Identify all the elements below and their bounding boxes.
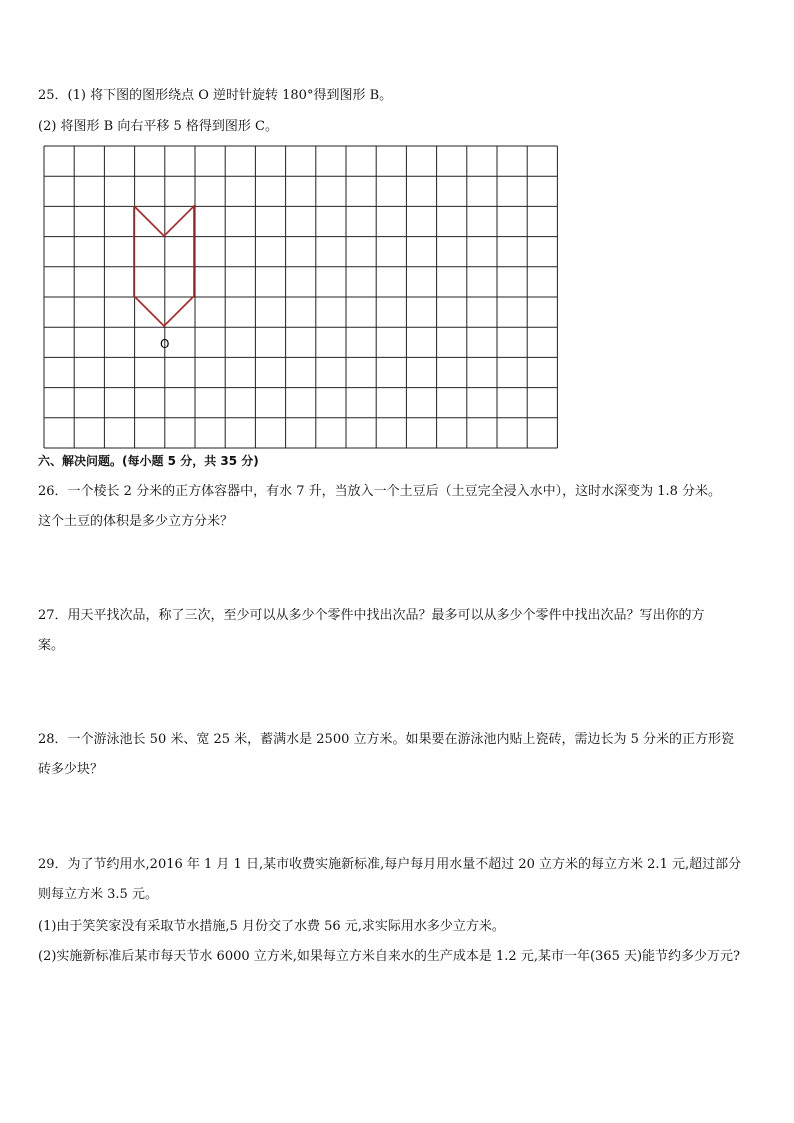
q26-line1: 26．一个棱长 2 分米的正方体容器中，有水 7 升，当放入一个土豆后（土豆完全浸入水中），这时水深变为 1.8 分米。 [38, 484, 722, 499]
q27-line1: 27．用天平找次品，称了三次，至少可以从多少个零件中找出次品？最多可以从多少个零件中找出次品？写出你的方 [38, 608, 705, 623]
q26-line2: 这个土豆的体积是多少立方分米？ [38, 514, 234, 529]
point-o-label: O [160, 337, 170, 351]
section-heading: 六、解决问题。(每小题 5 分，共 35 分) [38, 454, 259, 468]
grid-lines [44, 146, 557, 448]
arrow-shape [134, 206, 194, 326]
q27-line2: 案。 [38, 638, 65, 653]
q28-line1: 28．一个游泳池长 50 米、宽 25 米，蓄满水是 2500 立方米。如果要在游泳池内贴上瓷砖，需边长为 5 分米的正方形瓷 [38, 732, 735, 747]
q29-line4: (2)实施新标准后某市每天节水 6000 立方米,如果每立方米自来水的生产成本是 1.2 元,某市一年(365 天)能节约多少万元? [38, 949, 741, 964]
q29-line1: 29．为了节约用水,2016 年 1 月 1 日,某市收费实施新标准,每户每月用水量不超过 20 立方米的每立方米 2.1 元,超过部分 [38, 857, 742, 872]
q25-line1: 25．(1) 将下图的图形绕点 O 逆时针旋转 180°得到图形 B。 [38, 88, 393, 103]
q29-line2: 则每立方米 3.5 元。 [38, 887, 158, 902]
grid-figure [0, 0, 794, 470]
q25-line2: (2) 将图形 B 向右平移 5 格得到图形 C。 [38, 119, 278, 134]
q28-line2: 砖多少块？ [38, 762, 104, 777]
q29-line3: (1)由于笑笑家没有采取节水措施,5 月份交了水费 56 元,求实际用水多少立方米。 [38, 919, 505, 934]
